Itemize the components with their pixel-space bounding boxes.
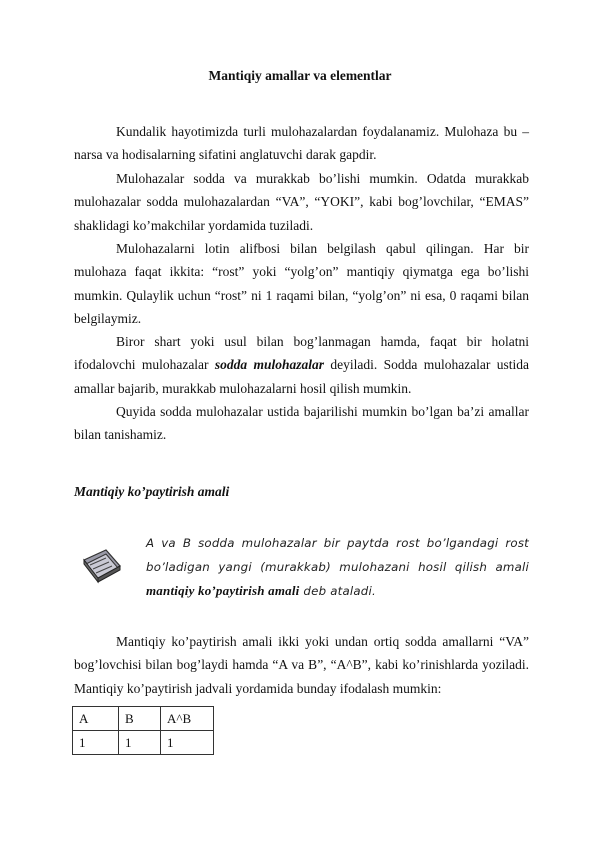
- table-header-row: [73, 707, 214, 731]
- table-header-cell: A^B: [161, 707, 214, 731]
- section-heading: Mantiqiy ko’paytirish amali: [74, 484, 230, 499]
- paragraph-intro: [74, 120, 529, 167]
- definition-term: mantiqiy ko’paytirish amali: [146, 583, 300, 598]
- paragraph-simple-text-a: Biror shart yoki usul bilan bog’lanmagan hamda, faqat bir holatni ifodalovchi mulohazalar: [74, 334, 529, 373]
- table-cell: 1: [161, 731, 214, 755]
- table-cell: 1: [73, 731, 119, 755]
- table-cell: 1: [119, 731, 161, 755]
- paragraph-next-text: Quyida sodda mulohazalar ustida bajarilishi mumkin bo’lgan ba’zi amallar bilan tanishamiz.: [74, 404, 529, 443]
- notebook-icon: [80, 546, 124, 586]
- paragraph-and-operation-text: Mantiqiy ko’paytirish amali ikki yoki undan ortiq sodda amallarni “VA” bog’lovchisi bilan bog’laydi hamda “A va B”, “A^B”, kabi ko’rinishlarda yoziladi. Mantiqiy ko’paytirish jadvali yordamida bunday ifodalash mumkin:: [74, 634, 529, 696]
- page-title: Mantiqiy amallar va elementlar: [208, 68, 392, 83]
- paragraph-simple-text-b: deyiladi. Sodda mulohazalar ustida amallar bajarib, murakkab mulohazalarni hosil qilish mumkin.: [74, 357, 530, 396]
- table-header-cell: A: [73, 707, 119, 731]
- table-row: [73, 731, 214, 755]
- truth-table: [72, 706, 214, 755]
- paragraph-types: [74, 167, 529, 237]
- paragraph-simple: [74, 330, 529, 400]
- paragraph-values-text: Mulohazalarni lotin alifbosi bilan belgilash qabul qilingan. Har bir mulohaza faqat ikkita: “rost” yoki “yolg’on” mantiqiy qiymatga ega bo’lishi mumkin. Qulaylik uchun “rost” ni 1 raqami bilan, “yolg’on” ni esa, 0 raqami bilan belgilaymiz.: [74, 241, 529, 326]
- paragraph-types-text: Mulohazalar sodda va murakkab bo’lishi mumkin. Odatda murakkab mulohazalar sodda mulohazalardan “VA”, “YOKI”, kabi bog’lovchilar, “EMAS” shaklidagi ko’makchilar yordamida tuziladi.: [74, 171, 529, 233]
- paragraph-values: [74, 237, 529, 330]
- paragraph-next: [74, 400, 529, 447]
- table-header-cell: B: [119, 707, 161, 731]
- definition-note: [146, 532, 529, 604]
- definition-text-b: deb ataladi.: [299, 584, 376, 598]
- paragraph-and-operation: [74, 630, 529, 700]
- paragraph-intro-text: Kundalik hayotimizda turli mulohazalardan foydalanamiz. Mulohaza bu –narsa va hodisalarning sifatini anglatuvchi darak gapdir.: [74, 124, 529, 163]
- definition-text-a: A va B sodda mulohazalar bir paytda rost bo’lgandagi rost bo’ladigan yangi (murakkab) mulohazani hosil qilish amali: [146, 536, 529, 574]
- simple-statements-term: sodda mulohazalar: [214, 357, 325, 373]
